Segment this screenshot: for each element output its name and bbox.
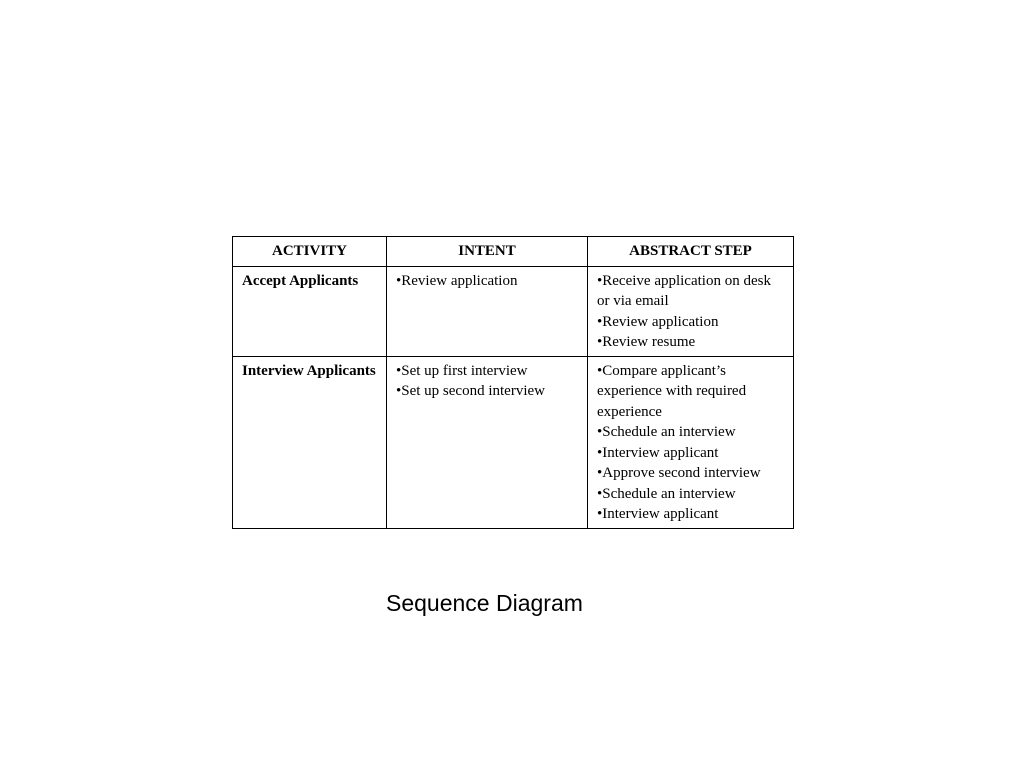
intent-cell [387, 266, 588, 356]
intent-item: • Set up first interview [396, 361, 581, 382]
step-item: • Interview applicant [597, 504, 787, 525]
header-abstract-step: ABSTRACT STEP [588, 237, 794, 267]
header-intent: INTENT [387, 237, 588, 267]
step-item: • Schedule an interview [597, 484, 787, 505]
step-item: • Receive application on desk or via email [597, 271, 787, 312]
step-item: • Review application [597, 312, 787, 333]
step-item: • Interview applicant [597, 443, 787, 464]
intent-item: • Review application [396, 271, 581, 292]
intent-cell [387, 356, 588, 528]
activity-cell: Interview Applicants [233, 356, 387, 528]
activity-table [232, 236, 794, 529]
table-row [233, 356, 794, 528]
table-header-row [233, 237, 794, 267]
abstract-step-cell [588, 356, 794, 528]
step-item: • Schedule an interview [597, 422, 787, 443]
step-item: • Compare applicant’s experience with required experience [597, 361, 787, 423]
step-item: • Approve second interview [597, 463, 787, 484]
step-item: • Review resume [597, 332, 787, 353]
intent-item: • Set up second interview [396, 381, 581, 402]
header-activity: ACTIVITY [233, 237, 387, 267]
slide-caption: Sequence Diagram [386, 590, 583, 616]
activity-cell: Accept Applicants [233, 266, 387, 356]
table-row [233, 266, 794, 356]
abstract-step-cell [588, 266, 794, 356]
